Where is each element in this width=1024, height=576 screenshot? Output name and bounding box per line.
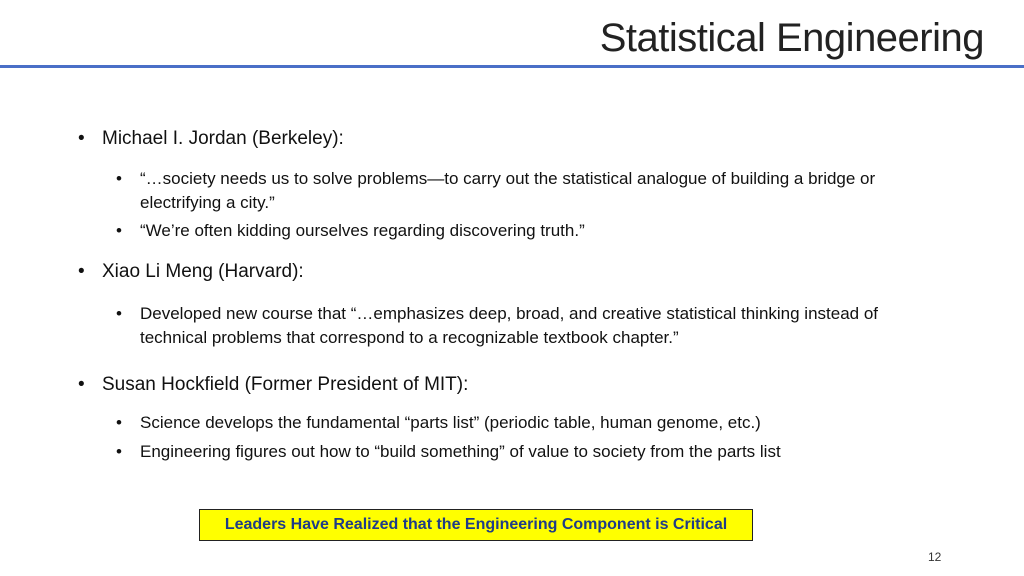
bullet-icon: • <box>78 374 85 395</box>
page-number: 12 <box>928 550 942 564</box>
section-heading: Susan Hockfield (Former President of MIT): <box>102 374 469 395</box>
bullet-text: “…society needs us to solve problems—to carry out the statistical analogue of building a bridge or electrifying a city.” <box>140 169 876 212</box>
bullet-icon: • <box>116 413 122 432</box>
bullet-text: “We’re often kidding ourselves regarding discovering truth.” <box>140 221 585 240</box>
bullet-text: Developed new course that “…emphasizes deep, broad, and creative statistical thinking instead of technical problems that correspond to a recognizable textbook chapter.” <box>140 304 879 347</box>
bullet-icon: • <box>78 261 85 282</box>
slide-title: Statistical Engineering <box>599 16 984 60</box>
bullet-icon: • <box>116 169 122 188</box>
bullet-icon: • <box>116 442 122 461</box>
bullet-icon: • <box>78 128 85 149</box>
callout-box: Leaders Have Realized that the Engineering Component is Critical <box>199 509 753 541</box>
bullet-icon: • <box>116 304 122 323</box>
bullet-text: Engineering figures out how to “build something” of value to society from the parts list <box>140 442 781 461</box>
section-heading: Xiao Li Meng (Harvard): <box>102 261 304 282</box>
bullet-icon: • <box>116 221 122 240</box>
section-heading: Michael I. Jordan (Berkeley): <box>102 128 344 149</box>
bullet-text: Science develops the fundamental “parts list” (periodic table, human genome, etc.) <box>140 413 761 432</box>
title-divider <box>0 65 1024 68</box>
